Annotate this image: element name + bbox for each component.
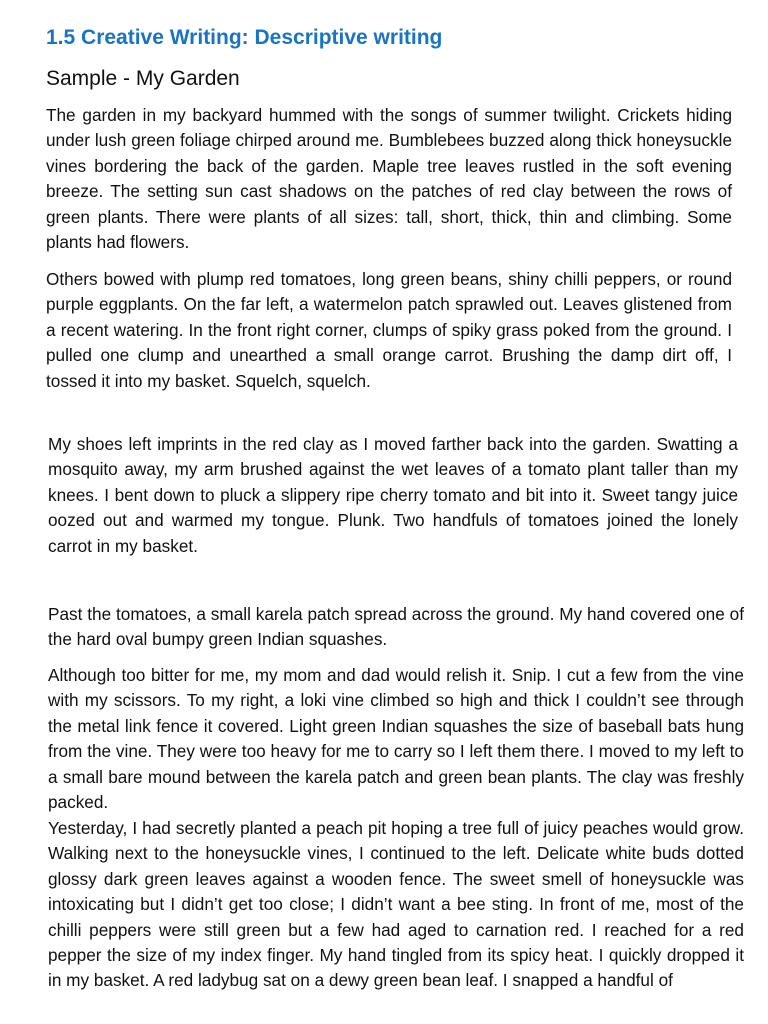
paragraph-2: Others bowed with plump red tomatoes, long green beans, shiny chilli peppers, or round purple eggplants. On the far left, a watermelon patch sprawled out. Leaves glistened from a recent watering. In the front right corner, clumps of spiky grass poked from the ground. I pulled one clump and unearthed a small orange carrot. Brushing the damp dirt off, I tossed it into my basket. Squelch, squelch. — [46, 269, 732, 391]
section-heading: 1.5 Creative Writing: Descriptive writing — [46, 26, 443, 49]
sample-title: Sample - My Garden — [46, 67, 240, 90]
paragraph-5: Although too bitter for me, my mom and dad would relish it. Snip. I cut a few from the vine with my scissors. To my right, a loki vine climbed so high and thick I couldn’t see through the metal link fence it covered. Light green Indian squashes the size of baseball bats hung from the vine. They were too heavy for me to carry so I left them there. I moved to my left to a small bare mound between the karela patch and green bean plants. The clay was freshly packed. — [48, 665, 744, 813]
paragraph-6: Yesterday, I had secretly planted a peach pit hoping a tree full of juicy peaches would grow. Walking next to the honeysuckle vines, I continued to the left. Delicate white buds dotted glossy dark green leaves against a wooden fence. The sweet smell of honeysuckle was intoxicating but I didn’t get too close; I didn’t want a bee sting. In front of me, most of the chilli peppers were still green but a few had aged to carnation red. I reached for a red pepper the size of my index finger. My hand tingled from its spicy heat. I quickly dropped it in my basket. A red ladybug sat on a dewy green bean leaf. I snapped a handful of — [48, 818, 744, 991]
paragraph-3: My shoes left imprints in the red clay as I moved farther back into the garden. Swatting a mosquito away, my arm brushed against the wet leaves of a tomato plant taller than my knees. I bent down to pluck a slippery ripe cherry tomato and bit into it. Sweet tangy juice oozed out and warmed my tongue. Plunk. Two handfuls of tomatoes joined the lonely carrot in my basket. — [48, 434, 738, 556]
paragraph-1: The garden in my backyard hummed with the songs of summer twilight. Crickets hiding under lush green foliage chirped around me. Bumblebees buzzed along thick honeysuckle vines bordering the back of the garden. Maple tree leaves rustled in the soft evening breeze. The setting sun cast shadows on the patches of red clay between the rows of green plants. There were plants of all sizes: tall, short, thick, thin and climbing. Some plants had flowers. — [46, 105, 732, 253]
paragraph-4: Past the tomatoes, a small karela patch spread across the ground. My hand covered one of the hard oval bumpy green Indian squashes. — [48, 604, 744, 650]
